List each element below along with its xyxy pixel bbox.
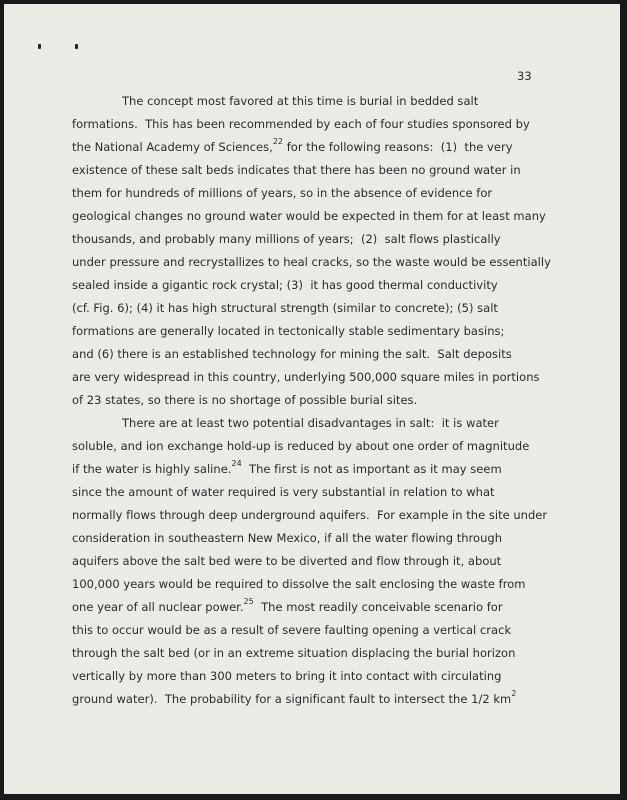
text-line: and (6) there is an established technology for mining the salt. Salt deposits xyxy=(72,347,512,361)
punch-mark xyxy=(75,44,78,49)
footnote-ref: 22 xyxy=(272,137,284,146)
text-line: them for hundreds of millions of years, so in the absence of evidence for xyxy=(72,186,493,200)
text-line: existence of these salt beds indicates that there has been no ground water in xyxy=(72,163,521,177)
page-number: 33 xyxy=(517,69,532,83)
text-line: 100,000 years would be required to dissolve the salt enclosing the waste from xyxy=(72,577,526,591)
text-line: ground water). The probability for a significant fault to intersect the 1/2 $km^2$ xyxy=(72,689,517,706)
text-line: geological changes no ground water would be expected in them for at least many xyxy=(72,209,546,223)
text-line: sealed inside a gigantic rock crystal; (3) it has good thermal conductivity xyxy=(72,278,498,292)
text-line: the National Academy of Sciences,$^{22}$ for the following reasons: (1) the very xyxy=(72,137,513,154)
text-line: (cf. Fig. 6); (4) it has high structural strength (similar to concrete); (5) salt xyxy=(72,301,498,315)
text-line: formations are generally located in tectonically stable sedimentary basins; xyxy=(72,324,505,338)
body-text xyxy=(72,90,572,711)
document-page xyxy=(4,4,620,794)
text-line: The concept most favored at this time is burial in bedded salt xyxy=(122,94,479,108)
text-line: if the water is highly saline.$^{24}$ The first is not as important as it may seem xyxy=(72,459,502,476)
text-line: of 23 states, so there is no shortage of possible burial sites. xyxy=(72,393,418,407)
text-line: aquifers above the salt bed were to be diverted and flow through it, about xyxy=(72,554,502,568)
text-line: soluble, and ion exchange hold-up is reduced by about one order of magnitude xyxy=(72,439,530,453)
footnote-ref: 24 xyxy=(231,459,242,468)
text-line: since the amount of water required is very substantial in relation to what xyxy=(72,485,495,499)
text-line: normally flows through deep underground aquifers. For example in the site under xyxy=(72,508,548,522)
text-line: There are at least two potential disadvantages in salt: it is water xyxy=(122,416,499,430)
footnote-ref: 25 xyxy=(243,597,254,606)
text-line: one year of all nuclear power.$^{25}$ The most readily conceivable scenario for xyxy=(72,597,503,614)
superscript: 2 xyxy=(511,689,517,698)
text-line: thousands, and probably many millions of years; (2) salt flows plastically xyxy=(72,232,501,246)
text-line: are very widespread in this country, underlying 500,000 square miles in portions xyxy=(72,370,540,384)
text-line: under pressure and recrystallizes to heal cracks, so the waste would be essentially xyxy=(72,255,551,269)
text-line: formations. This has been recommended by each of four studies sponsored by xyxy=(72,117,530,131)
text-line: vertically by more than 300 meters to bring it into contact with circulating xyxy=(72,669,502,683)
text-line: through the salt bed (or in an extreme situation displacing the burial horizon xyxy=(72,646,516,660)
punch-mark xyxy=(38,44,41,49)
text-line: consideration in southeastern New Mexico, if all the water flowing through xyxy=(72,531,503,545)
text-line: this to occur would be as a result of severe faulting opening a vertical crack xyxy=(72,623,512,637)
